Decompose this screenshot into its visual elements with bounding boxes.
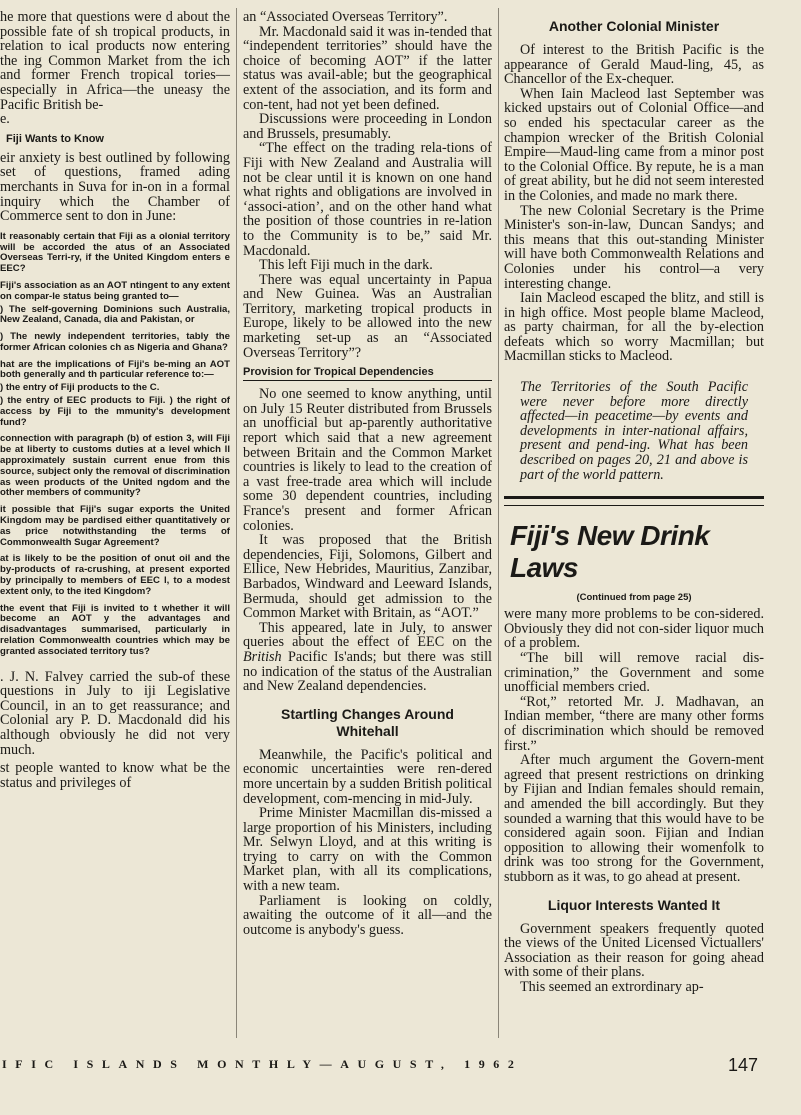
editorial-note: The Territories of the South Pacific were never before more directly affected—in peacetime—by events and developments in inter-national affairs, present and pend-ing. What has been described on pages 20, 21 and above is part of the world pattern. xyxy=(520,379,748,483)
paragraph: e. xyxy=(0,111,10,128)
paragraph: Of interest to the British Pacific is the appearance of Gerald Maud-ling, 45, as Chancellor of the Ex-chequer. xyxy=(504,42,764,88)
section-heading: Startling Changes Around Whitehall xyxy=(281,705,454,739)
paragraph: he more that questions were d about the possible fate of sh tropical products, in relation to ical products now entering the ing Common Market from the ich and former French tropical tories—especially in Africa—the uneasy the Pacific British be- xyxy=(0,9,230,113)
question: Fiji's association as an AOT ntingent to any extent on compar-le status being granted to— xyxy=(0,279,230,302)
question: the event that Fiji is invited to t whether it will become an AOT y the advantages and disadvantages summarised, particularly in relation Commonwealth countries which may be granted associated territory tus? xyxy=(0,602,230,657)
paragraph: . J. N. Falvey carried the sub-of these questions in July to iji Legislative Council, in an to get reassurance; and Colonial ary P. D. Macdonald did his although obviously he did not very much. xyxy=(0,668,230,758)
section-heading: Provision for Tropical Dependencies xyxy=(243,366,492,381)
paragraph: Iain Macleod escaped the blitz, and still is in high office. Most people blame Macleod, as party chairman, for all the by-election defeats which so worry Macmillan; but Macmillan sticks to Macleod. xyxy=(504,290,764,365)
paragraph: This seemed an extrordinary ap- xyxy=(520,978,704,995)
double-rule-divider xyxy=(504,496,764,506)
column-rule-2 xyxy=(498,8,499,1038)
paragraph: “The effect on the trading rela-tions of Fiji with New Zealand and Australia will not be clear until it is known on one hand what rights and obligations are involved in ‘associ-ation’, and on the other hand what the position of those countries in re-lation to the Community is to be,” said Mr. Macdonald. xyxy=(243,140,492,259)
continued-note: (Continued from page 25) xyxy=(576,592,692,604)
page-footer xyxy=(0,1055,801,1079)
section-heading: Another Colonial Minister xyxy=(548,18,720,34)
question: It reasonably certain that Fiji as a olonial territory will be accorded the atus of an Associated Overseas Terri-ry, if the United Kingdom enters e EEC? xyxy=(0,230,230,275)
paragraph: Mr. Macdonald said it was in-tended that “independent territories” should have the choice of becoming AOT” if the latter status was avail-able; but the geographical extent of the association, and its form and con-tent, had not yet been defined. xyxy=(243,23,492,113)
paragraph: Prime Minister Macmillan dis-missed a large proportion of his Ministers, including Mr. Selwyn Lloyd, and at this writing is trying to carry on with the Common Market plan, with all its complications, with a new team. xyxy=(243,805,492,895)
paragraph: “Rot,” retorted Mr. J. Madhavan, an Indian member, “there are many other forms of discrimination which should be removed first.” xyxy=(504,693,764,754)
paragraph: After much argument the Govern-ment agreed that present restrictions on drinking by Fijian and Indian females should remain, and amended the bill accordingly. But they sounded a warning that this would have to be considered again soon. Fijian and Indian opposition to allowing their womenfolk to drink was too strong for the Government, stubborn as it was, to go ahead at present. xyxy=(504,752,764,885)
article-title: Fiji's New Drink Laws xyxy=(510,520,710,584)
question: hat are the implications of Fiji's be-ming an AOT both generally and th particular reference to:— xyxy=(0,358,230,381)
text-run: Pacific Is'ands; but there was still no indication of the status of the Australian and New Zealand dependencies. xyxy=(243,648,492,695)
question: connection with paragraph (b) of estion 3, will Fiji be at liberty to customs duties at a level which ll approximately sustain current enue from this source, subject only the removal of discrimination as ween products of the United ngdom and the other members of community? xyxy=(0,433,230,499)
paragraph: It was proposed that the British dependencies, Fiji, Solomons, Gilbert and Ellice, New Hebrides, Mauritius, Zanzibar, Barbados, Windward and Leeward Islands, Bermuda, should get admission to the Common Market with Britain, as “AOT.” xyxy=(243,532,492,622)
paragraph: There was equal uncertainty in Papua and New Guinea. Was an Australian Territory, marketing tropical products in Europe, likely to be allowed into the new marketing set-up as an “Associated Overseas Territory”? xyxy=(243,271,492,361)
question: it possible that Fiji's sugar exports the United Kingdom may be pardised either quantitatively or as price notwithstanding the terms of Commonwealth Sugar Agreement? xyxy=(0,504,230,548)
question: at is likely to be the position of onut oil and the by-products of ra-crushing, at present exported by principally to members of EEC l, to a modest extent only, to the ited Kingdom? xyxy=(0,553,230,597)
text-run: This appeared, late in July, to answer queries about the effect of EEC on the xyxy=(243,619,492,651)
running-head: IFIC ISLANDS MONTHLY—AUGUST, 1962 xyxy=(2,1057,523,1071)
paragraph: No one seemed to know anything, until on July 15 Reuter distributed from Brussels an unofficial but ap-parently authoritative report which said that a new agreement between Britain and the Common Market countries is likely to lead to the creation of a vast free-trade area which will include some 30 dependent countries, including France's present and former African colonies. xyxy=(243,386,492,534)
paragraph: Government speakers frequently quoted the views of the United Licensed Victuallers' Association as their reason for going ahead with some of their plans. xyxy=(504,920,764,981)
column-rule-1 xyxy=(236,8,237,1038)
paragraph xyxy=(243,621,492,694)
page-number: 147 xyxy=(728,1055,759,1075)
paragraph: Discussions were proceeding in London and Brussels, presumably. xyxy=(243,111,492,142)
paragraph: Meanwhile, the Pacific's political and economic uncertainties were ren-dered more uncertain by a sudden British political development, com-mencing in mid-July. xyxy=(243,746,493,807)
question: ) the entry of EEC products to Fiji. ) the right of access by Fiji to the mmunity's development fund? xyxy=(0,395,230,428)
column-right xyxy=(504,10,764,994)
paragraph: were many more problems to be con-sidered. Obviously they did not con-sider liquor much of a problem. xyxy=(504,606,764,652)
paragraph: The new Colonial Secretary is the Prime Minister's son-in-law, Duncan Sandys; and this means that this out-standing Minister will have both Commonwealth Relations and Colonies under his control—a very interesting change. xyxy=(504,202,764,292)
question: ) the entry of Fiji products to the C. xyxy=(0,382,160,394)
paragraph: an “Associated Overseas Territory”. xyxy=(243,9,448,25)
paragraph: st people wanted to know what be the status and privileges of xyxy=(0,760,230,791)
column-middle xyxy=(243,10,492,937)
paragraph: “The bill will remove racial dis-crimination,” the Government and some unofficial members cried. xyxy=(504,650,764,696)
paragraph: eir anxiety is best outlined by following set of questions, framed ading merchants in Suva for in-on in a formal inquiry which the Chamber of Commerce sent to don in June: xyxy=(0,149,230,225)
paragraph: Parliament is looking on coldly, awaiting the outcome of it all—and the outcome is anybody's guess. xyxy=(243,892,492,938)
section-heading: Fiji Wants to Know xyxy=(6,132,104,145)
question: ) The self-governing Dominions such Australia, New Zealand, Canada, dia and Pakistan, or xyxy=(0,303,230,326)
emphasis: British xyxy=(243,648,282,665)
column-left xyxy=(0,10,230,790)
paragraph: This left Fiji much in the dark. xyxy=(259,257,433,274)
paragraph: When Iain Macleod last September was kicked upstairs out of Colonial Office—and so ended his spectacular career as the champion wrecker of the British Colonial Empire—Maud-ling came from a minor post to the Colonial Office. By repute, he is a man of great ability, but he did not seem interested in the Colonies, and made no mark there. xyxy=(504,85,764,204)
question: ) The newly independent territories, tably the former African colonies ch as Nigeria and Ghana? xyxy=(0,331,230,353)
section-heading: Liquor Interests Wanted It xyxy=(547,896,721,913)
